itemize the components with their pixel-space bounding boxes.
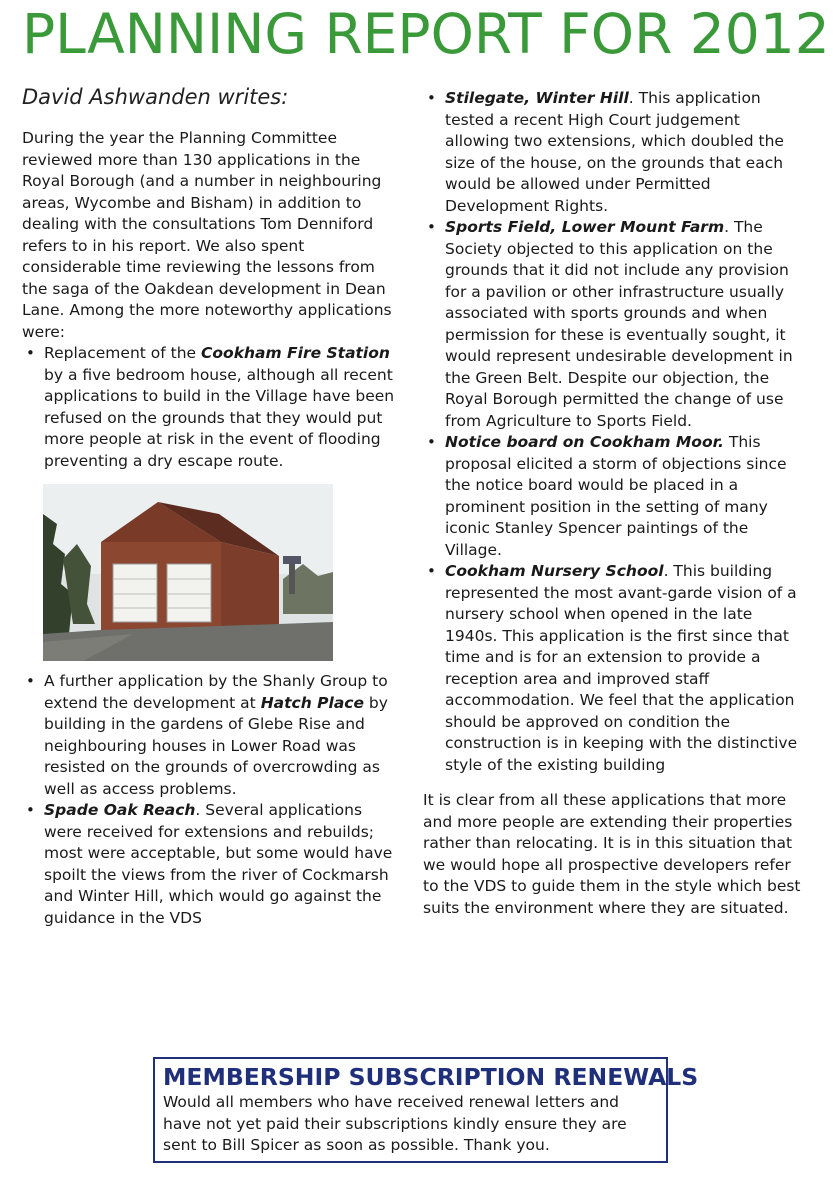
application-name: Cookham Fire Station — [201, 344, 390, 362]
list-item: • Sports Field, Lower Mount Farm. The Society objected to this application on the grounds that it did not include any provision for a pavilion or other infrastructure usually associated with sports grounds and when permission for these is eventually sought, it would represent undesirable development in the Green Belt. Despite our objection, the Royal Borough permitted the change of use from Agriculture to Sports Field. — [423, 217, 808, 432]
application-name: Notice board on Cookham Moor. — [445, 433, 724, 451]
conclusion-paragraph: It is clear from all these applications that more and more people are extending their properties rather than relocating. It is in this situation that we would hope all prospective developers refer to the VDS to guide them in the style which best suits the environment where they are situated. — [423, 791, 801, 917]
membership-notice-box — [153, 1057, 699, 1163]
list-item: • Replacement of the Cookham Fire Station by a five bedroom house, although all recent applications to build in the Village have been refused on the grounds that they would put more people at risk in the event of flooding preventing a dry escape route. — [22, 343, 402, 472]
right-column — [423, 88, 808, 919]
left-application-list-continued — [22, 671, 402, 929]
membership-title: MEMBERSHIP SUBSCRIPTION RENEWALS — [163, 1063, 699, 1091]
fire-station-photo — [43, 484, 333, 661]
left-application-list — [22, 343, 402, 472]
application-name: Stilegate, Winter Hill — [445, 89, 629, 107]
left-column — [22, 84, 402, 929]
list-item: • A further application by the Shanly Group to extend the development at Hatch Place by building in the gardens of Glebe Rise and neighbouring houses in Lower Road was resisted on the grounds of overcrowding as well as access problems. — [22, 671, 402, 800]
application-name: Spade Oak Reach — [44, 801, 196, 819]
application-name: Hatch Place — [260, 693, 364, 712]
application-name: Cookham Nursery School — [445, 562, 664, 580]
membership-text: Would all members who have received renewal letters and have not yet paid their subscriptions kindly ensure they are sent to Bill Spicer as soon as possible. Thank you. — [163, 1093, 627, 1154]
application-name: Sports Field, Lower Mount Farm — [445, 218, 725, 236]
list-item: • Spade Oak Reach. Several applications were received for extensions and rebuilds; most were acceptable, but some would have spoilt the views from the river of Cockmarsh and Winter Hill, which would go against the guidance in the VDS — [22, 800, 402, 929]
intro-paragraph: During the year the Planning Committee reviewed more than 130 applications in the Royal Borough (and a number in neighbouring areas, Wycombe and Bisham) in addition to dealing with the consultations Tom Denniford refers to in his report. We also spent considerable time reviewing the lessons from the saga of the Oakdean development in Dean Lane. Among the more noteworthy applications were: — [22, 129, 392, 341]
list-item: • Stilegate, Winter Hill. This application tested a recent High Court judgement allowing two extensions, which doubled the size of the house, on the grounds that each would be allowed under Permitted Development Rights. — [423, 88, 808, 217]
list-item: • Notice board on Cookham Moor. This proposal elicited a storm of objections since the notice board would be placed in a prominent position in the setting of many iconic Stanley Spencer paintings of the Village. — [423, 432, 808, 561]
byline: David Ashwanden writes: — [22, 85, 289, 109]
list-item: • Cookham Nursery School. This building represented the most avant-garde vision of a nursery school when opened in the late 1940s. This application is the first since that time and is for an extension to provide a reception area and improved staff accommodation. We feel that the application should be approved on condition the construction is in keeping with the distinctive style of the existing building — [423, 561, 808, 776]
right-application-list — [423, 88, 808, 776]
page-title: PLANNING REPORT FOR 2012 — [22, 2, 830, 66]
